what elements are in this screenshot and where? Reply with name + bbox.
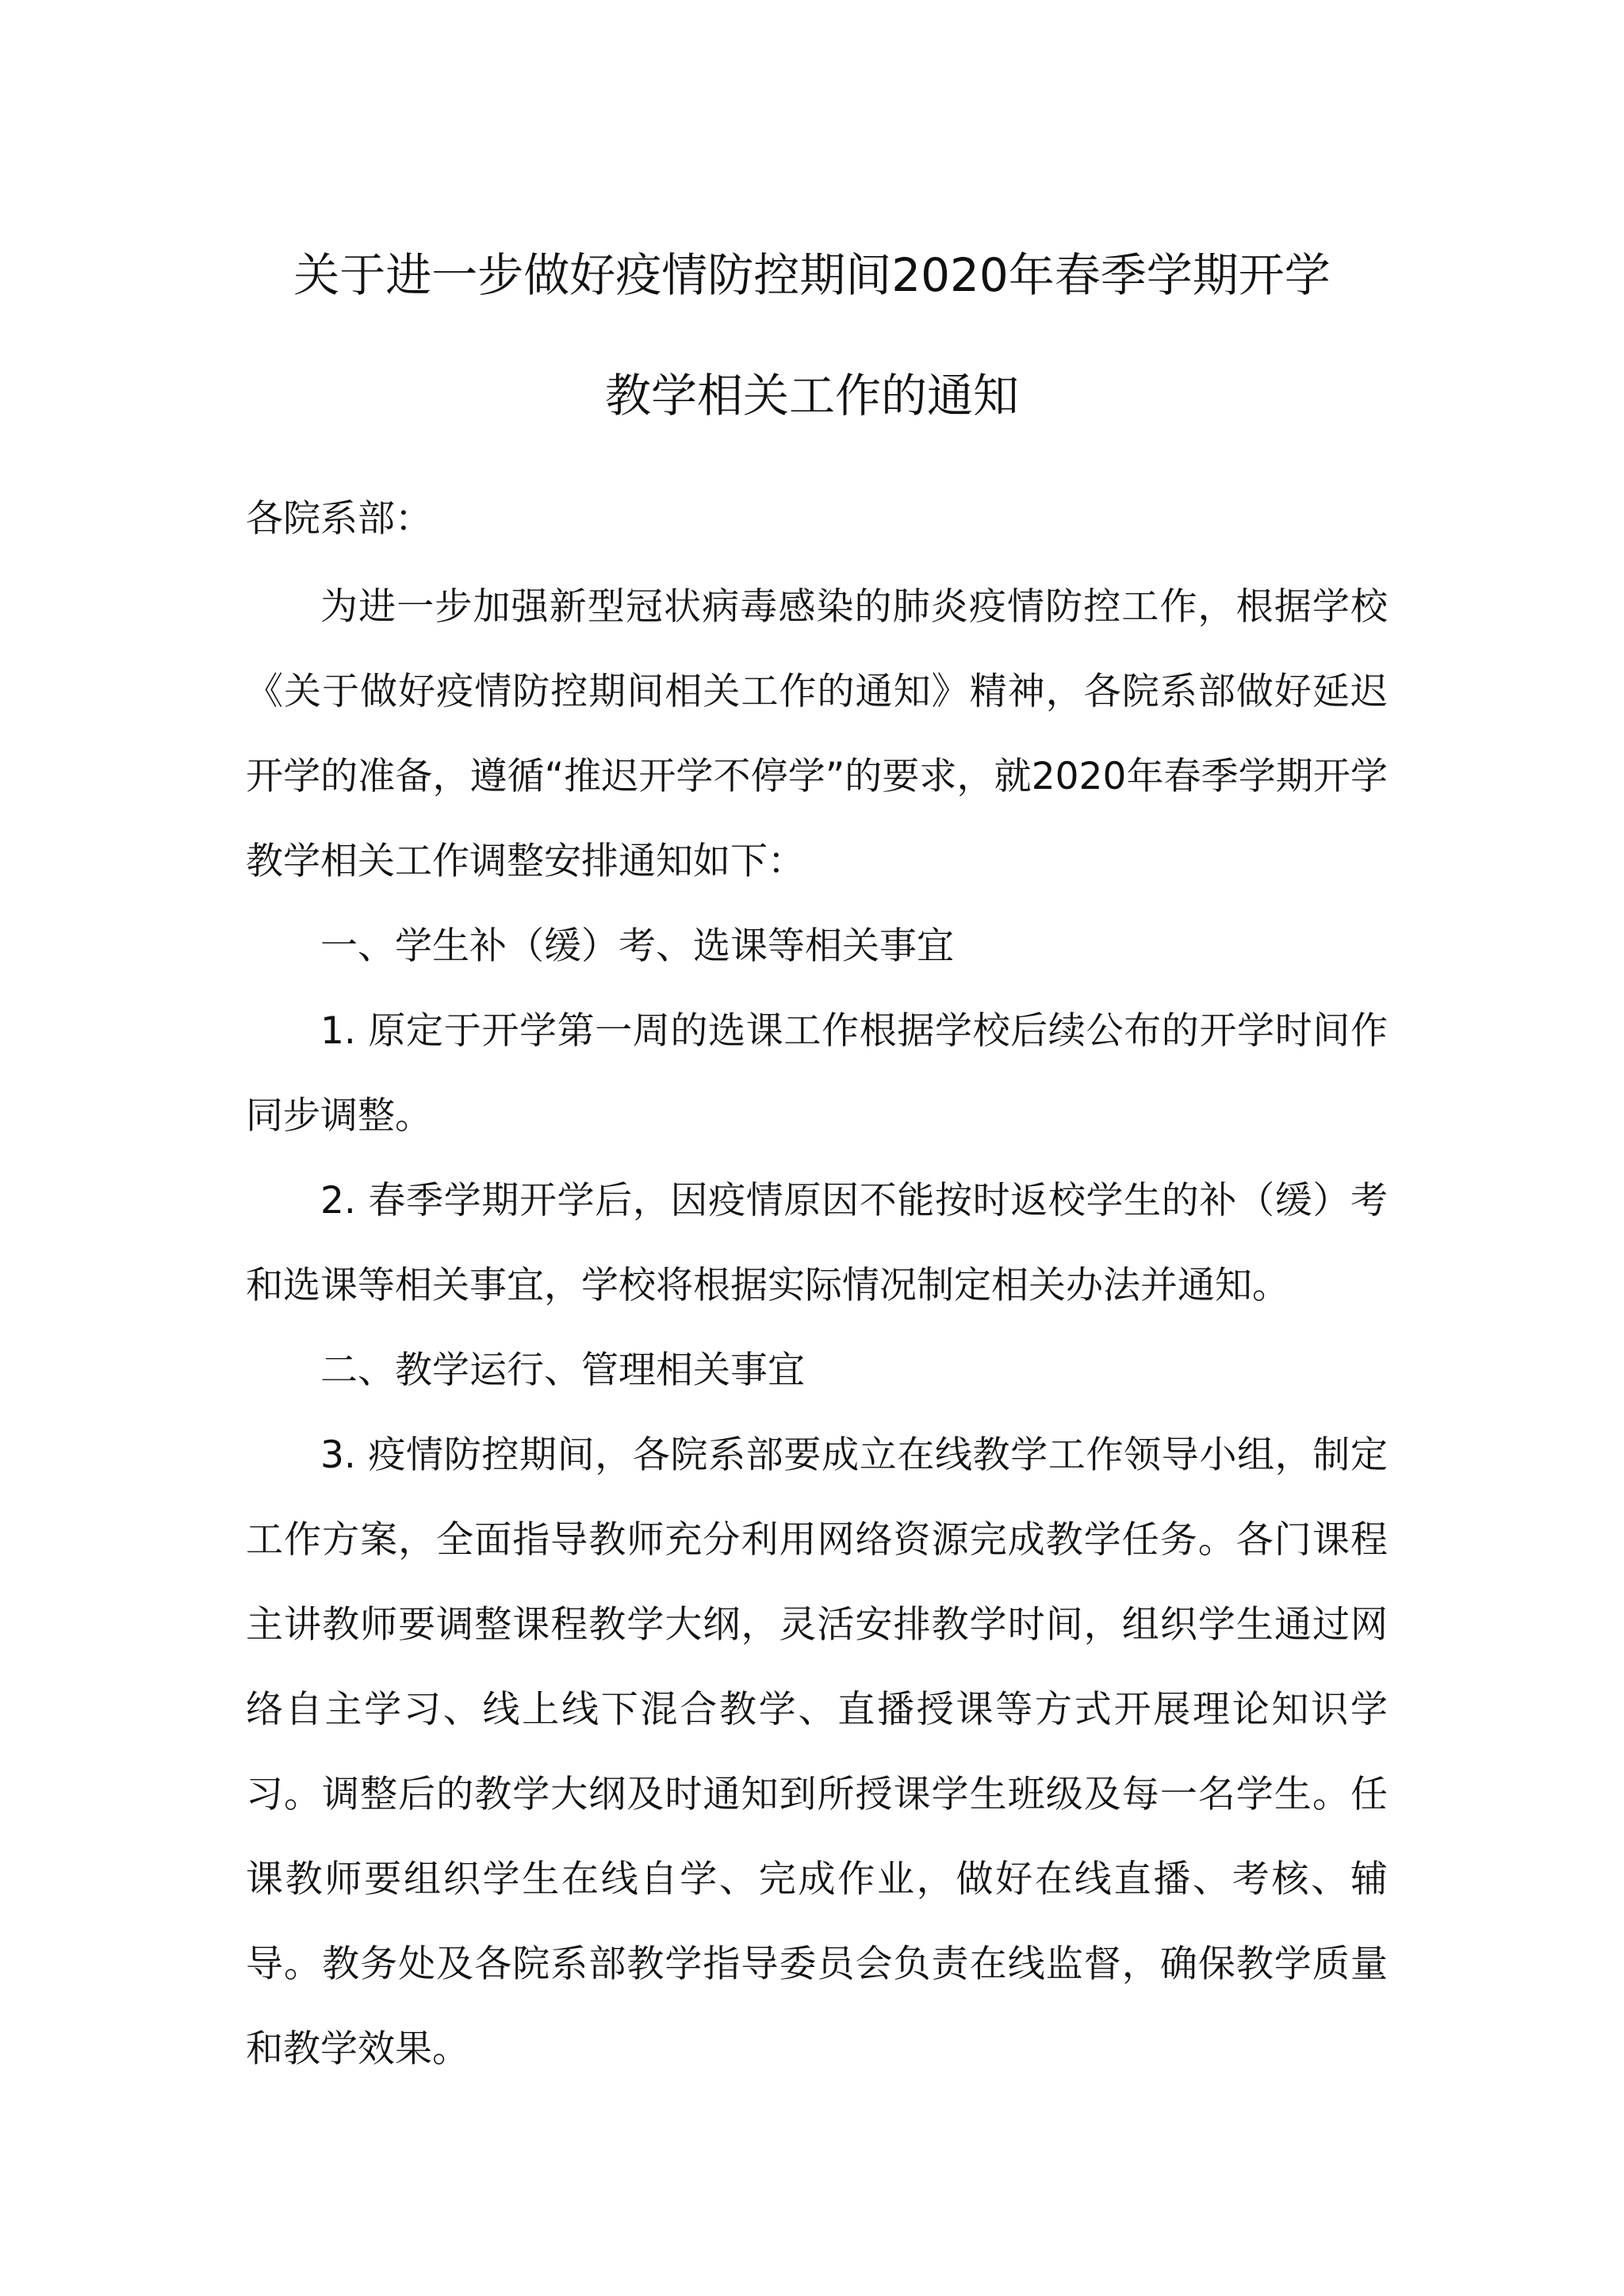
section-heading-1: 一、学生补（缓）考、选课等相关事宜 [320, 924, 954, 968]
document-body [246, 564, 1388, 2091]
section-heading-2: 二、教学运行、管理相关事宜 [320, 1349, 805, 1392]
paragraph-intro: 为进一步加强新型冠状病毒感染的肺炎疫情防控工作，根据学校《关于做好疫情防控期间相关工作的通知》精神，各院系部做好延迟开学的准备，遵循“推迟开学不停学”的要求，就2020年春季学期开学教学相关工作调整安排通知如下： [246, 585, 1388, 883]
document-title-line-1: 关于进一步做好疫情防控期间2020年春季学期开学 [293, 248, 1331, 302]
document-title-line-2: 教学相关工作的通知 [604, 369, 1019, 423]
salutation: 各院系部： [246, 497, 432, 541]
paragraph-item-3: 3. 疫情防控期间，各院系部要成立在线教学工作领导小组，制定工作方案，全面指导教师充分利用网络资源完成教学任务。各门课程主讲教师要调整课程教学大纲，灵活安排教学时间，组织学生通过网络自主学习、线上线下混合教学、直播授课等方式开展理论知识学习。调整后的教学大纲及时通知到所授课学生班级及每一名学生。任课教师要组织学生在线自学、完成作业，做好在线直播、考核、辅导。教务处及各院系部教学指导委员会负责在线监督，确保教学质量和教学效果。 [246, 1433, 1388, 2071]
paragraph-item-1: 1. 原定于开学第一周的选课工作根据学校后续公布的开学时间作同步调整。 [246, 1009, 1388, 1138]
paragraph-item-2: 2. 春季学期开学后，因疫情原因不能按时返校学生的补（缓）考和选课等相关事宜，学校将根据实际情况制定相关办法并通知。 [246, 1179, 1388, 1307]
